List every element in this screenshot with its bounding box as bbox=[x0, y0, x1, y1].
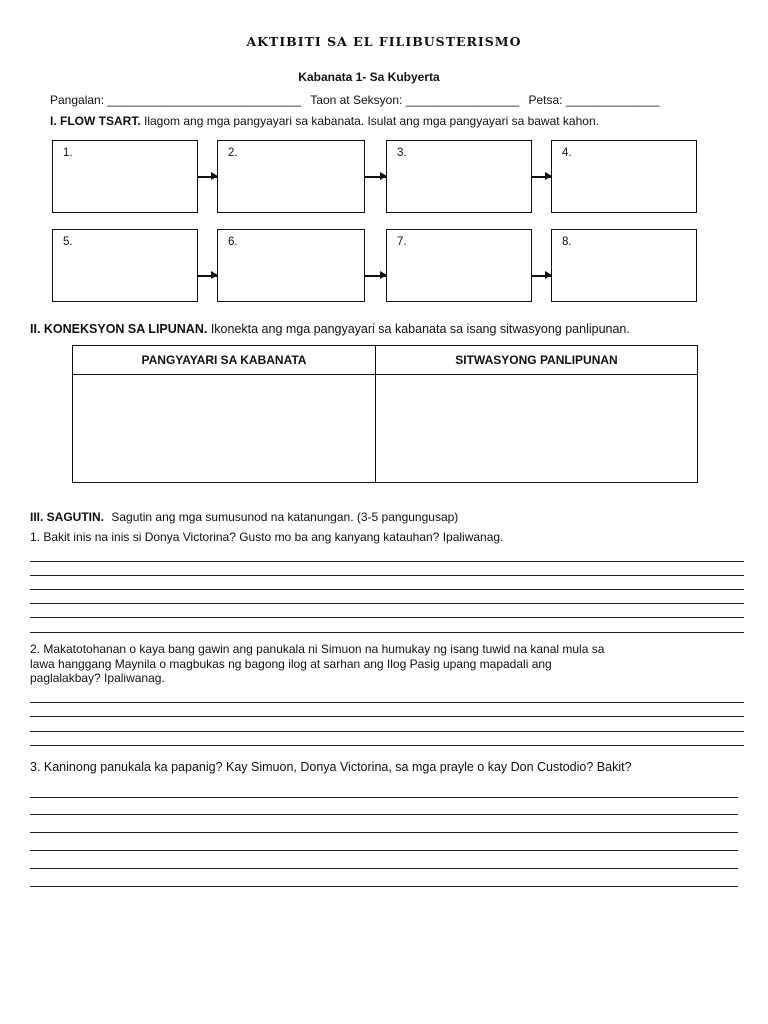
flow-box-number: 7. bbox=[397, 236, 407, 248]
flow-box-7[interactable] bbox=[386, 229, 532, 302]
name-field[interactable]: _____________________________ bbox=[107, 93, 301, 107]
pangyayari-answer-cell[interactable] bbox=[73, 375, 376, 483]
flow-box-5[interactable] bbox=[52, 229, 198, 302]
answer-line[interactable] bbox=[30, 716, 744, 717]
answer-line[interactable] bbox=[30, 603, 744, 604]
answer-line[interactable] bbox=[30, 575, 744, 576]
answer-line[interactable] bbox=[30, 745, 744, 746]
info-line bbox=[50, 93, 659, 107]
flow-arrow bbox=[198, 275, 217, 277]
answer-line[interactable] bbox=[30, 632, 744, 633]
column-header-sitwasyon: SITWASYONG PANLIPUNAN bbox=[376, 346, 698, 375]
answer-line[interactable] bbox=[30, 886, 738, 887]
answer-line[interactable] bbox=[30, 868, 738, 869]
chapter-subtitle: Kabanata 1- Sa Kubyerta bbox=[298, 70, 440, 84]
flow-box-8[interactable] bbox=[551, 229, 697, 302]
flow-arrow bbox=[532, 275, 551, 277]
flow-box-number: 2. bbox=[228, 147, 238, 159]
flow-box-3[interactable] bbox=[386, 140, 532, 213]
flow-box-6[interactable] bbox=[217, 229, 365, 302]
worksheet-title: AKTIBITI SA EL FILIBUSTERISMO bbox=[246, 34, 522, 49]
answer-line[interactable] bbox=[30, 814, 738, 815]
flow-arrow bbox=[365, 275, 386, 277]
question-2-line-2: lawa hanggang Maynila o magbukas ng bagong ilog at sarhan ang Ilog Pasig upang mapadali ang bbox=[30, 656, 552, 671]
flow-arrow bbox=[365, 176, 386, 178]
part1-heading: I. FLOW TSART. bbox=[50, 114, 141, 128]
question-2-line-1: 2. Makatotohanan o kaya bang gawin ang panukala ni Simuon na humukay ng isang tuwid na kanal mula sa bbox=[30, 642, 605, 656]
column-header-pangyayari: PANGYAYARI SA KABANATA bbox=[73, 346, 376, 375]
flow-box-number: 5. bbox=[63, 236, 73, 248]
part2-header bbox=[30, 322, 630, 336]
part2-heading: II. KONEKSYON SA LIPUNAN. bbox=[30, 322, 208, 336]
part3-header bbox=[30, 510, 458, 524]
date-label: Petsa: bbox=[528, 93, 563, 107]
part2-instructions: Ikonekta ang mga pangyayari sa kabanata sa isang sitwasyong panlipunan. bbox=[210, 322, 630, 336]
name-label: Pangalan: bbox=[50, 93, 105, 107]
flow-box-number: 6. bbox=[228, 236, 238, 248]
connection-table bbox=[72, 345, 698, 483]
part1-header bbox=[50, 114, 599, 128]
flow-box-number: 4. bbox=[562, 147, 572, 159]
answer-line[interactable] bbox=[30, 850, 738, 851]
flow-box-1[interactable] bbox=[52, 140, 198, 213]
flow-box-4[interactable] bbox=[551, 140, 697, 213]
section-field[interactable]: _________________ bbox=[405, 93, 520, 107]
answer-line[interactable] bbox=[30, 797, 738, 798]
answer-line[interactable] bbox=[30, 731, 744, 732]
answer-line[interactable] bbox=[30, 832, 738, 833]
flow-box-number: 8. bbox=[562, 236, 572, 248]
part3-instructions: Sagutin ang mga sumusunod na katanungan. (3-5 pangungusap) bbox=[111, 510, 459, 524]
flow-arrow bbox=[532, 176, 551, 178]
part3-heading: III. SAGUTIN. bbox=[30, 510, 105, 524]
part1-instructions: Ilagom ang mga pangyayari sa kabanata. Isulat ang mga pangyayari sa bawat kahon. bbox=[144, 114, 599, 128]
flow-box-number: 3. bbox=[397, 147, 407, 159]
question-3: 3. Kaninong panukala ka papanig? Kay Simuon, Donya Victorina, sa mga prayle o kay Don Custodio? Bakit? bbox=[30, 760, 632, 774]
question-2-line-3: paglalakbay? Ipaliwanag. bbox=[30, 671, 165, 685]
answer-line[interactable] bbox=[30, 617, 744, 618]
answer-line[interactable] bbox=[30, 702, 744, 703]
question-1: 1. Bakit inis na inis si Donya Victorina? Gusto mo ba ang kanyang katauhan? Ipaliwanag. bbox=[30, 530, 504, 544]
flow-arrow bbox=[198, 176, 217, 178]
date-field[interactable]: ______________ bbox=[565, 93, 660, 107]
question-2 bbox=[30, 642, 604, 686]
answer-line[interactable] bbox=[30, 589, 744, 590]
answer-line[interactable] bbox=[30, 561, 744, 562]
sitwasyon-answer-cell[interactable] bbox=[376, 375, 698, 483]
section-label: Taon at Seksyon: bbox=[310, 93, 403, 107]
flow-box-number: 1. bbox=[63, 147, 73, 159]
flow-box-2[interactable] bbox=[217, 140, 365, 213]
